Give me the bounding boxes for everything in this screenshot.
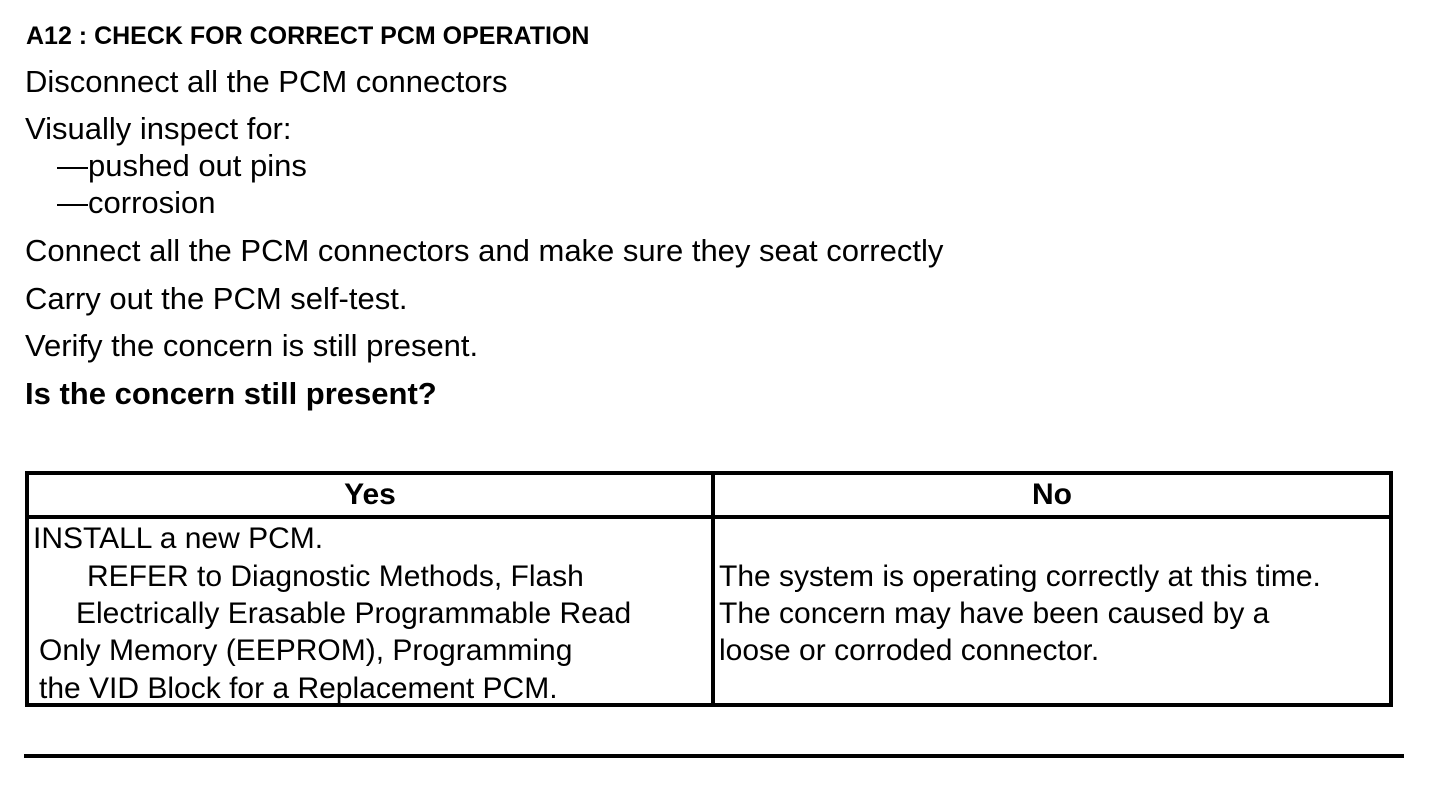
yes-line: the VID Block for a Replacement PCM. [39,672,558,705]
yes-line: REFER to Diagnostic Methods, Flash [87,560,584,593]
no-header: No [713,473,1391,517]
yes-cell [27,517,713,705]
yes-line: Electrically Erasable Programmable Read [76,597,632,630]
section-heading: A12 : CHECK FOR CORRECT PCM OPERATION [26,22,590,50]
no-line: The system is operating correctly at this time. [719,560,1321,593]
no-cell [713,517,1391,705]
yes-no-table [25,471,1393,707]
step-verify: Verify the concern is still present. [25,328,479,363]
step-selftest: Carry out the PCM self-test. [25,281,408,316]
yes-line: Only Memory (EEPROM), Programming [39,634,573,667]
question: Is the concern still present? [25,376,437,411]
yes-line: INSTALL a new PCM. [33,522,324,555]
table-header-row [27,473,1391,517]
step-disconnect: Disconnect all the PCM connectors [25,64,508,99]
inspect-item-pins: —pushed out pins [57,148,307,183]
step-inspect: Visually inspect for: [25,111,292,146]
yes-header: Yes [27,473,713,517]
no-line: loose or corroded connector. [719,634,1100,667]
table-row [27,517,1391,705]
inspect-item-corrosion: —corrosion [57,185,216,220]
step-connect: Connect all the PCM connectors and make sure they seat correctly [25,233,944,268]
no-line: The concern may have been caused by a [719,597,1270,630]
bottom-divider [24,754,1404,758]
